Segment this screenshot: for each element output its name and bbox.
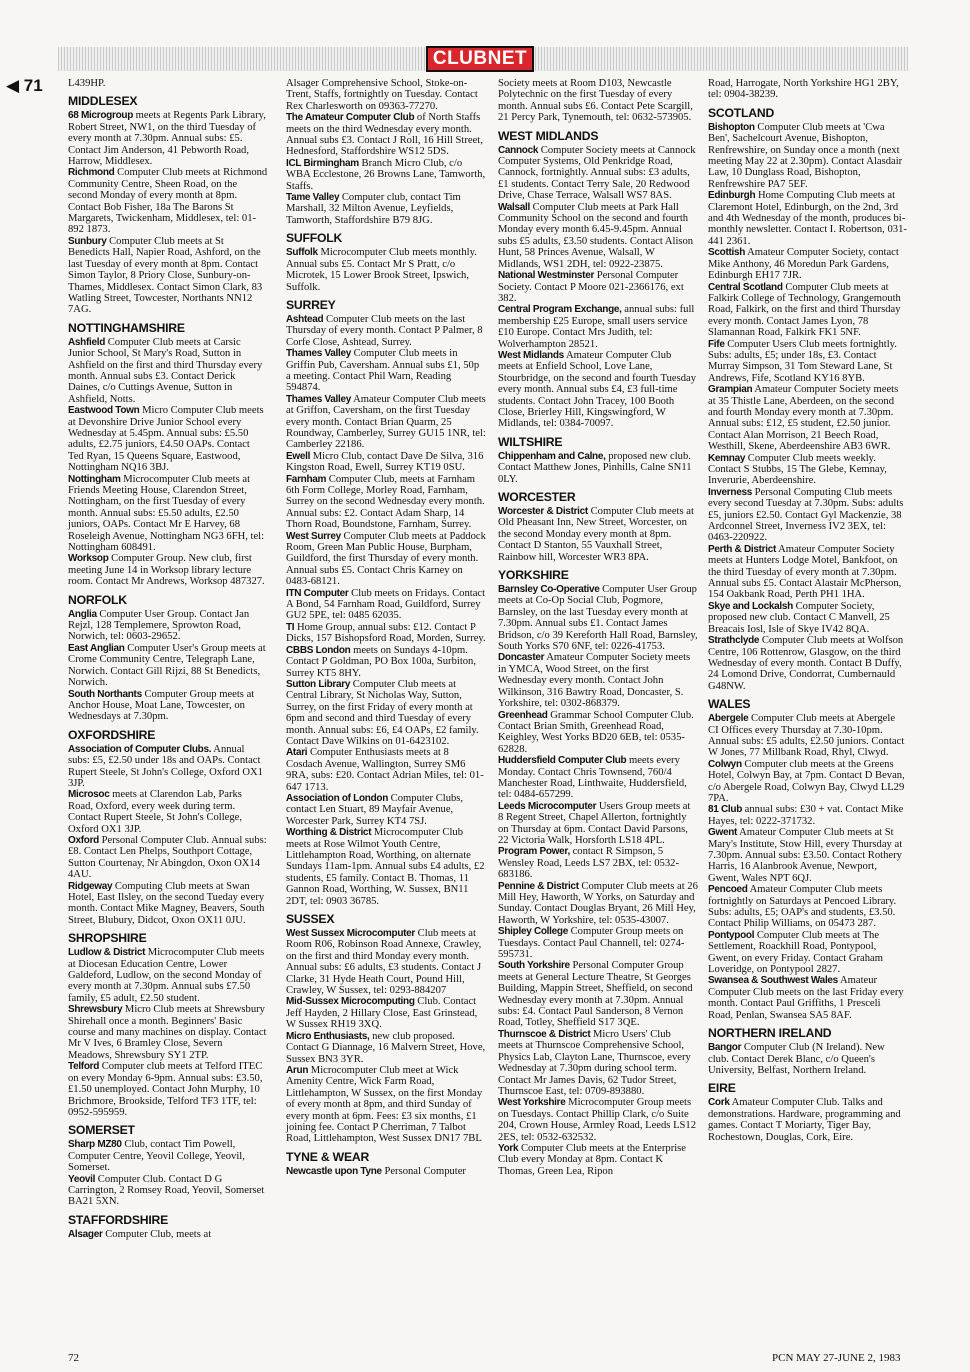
column-1 bbox=[68, 78, 268, 1240]
club-details: Amateur Computer Club meets on the last Friday every month. Contact Paul Griffiths, 1 Presceli Road, Penlan, Swansea SA5 8AF. bbox=[708, 975, 904, 1021]
club-details: Computer Club, meets at bbox=[102, 1228, 212, 1240]
continued-text: L439HP. bbox=[68, 78, 106, 89]
club-details: Branch Micro Club, c/o WBA Ecclestone, 26 Browns Lane, Tamworth, Staffs. bbox=[286, 157, 486, 192]
club-entry bbox=[708, 601, 908, 635]
club-name: Microsoc bbox=[68, 789, 110, 801]
club-name: Worksop bbox=[68, 553, 109, 565]
club-details: meets on Sundays 4-10pm. Contact P Goldman, PO Box 100a, Surbiton, Surrey KT5 8HY. bbox=[286, 644, 476, 679]
club-details: meets at Regents Park Library, Robert Street, NW1, on the third Tuesday of every month at 7.30pm. Annual subs: £5. Contact Jim Anderson, 41 Pebworth Road, Harrow, Middlesex. bbox=[68, 110, 266, 168]
club-entry bbox=[286, 474, 486, 531]
club-entry bbox=[286, 1166, 486, 1177]
club-name: Worcester & District bbox=[498, 506, 588, 517]
club-entry bbox=[498, 926, 698, 960]
club-entry bbox=[708, 635, 908, 692]
club-entry bbox=[68, 609, 268, 643]
club-details: Computer User's Group meets at Crome Community Centre, Telegraph Lane, Norwich. Contact Gill Rijzi, 88 St Benedicts, Norwich. bbox=[68, 642, 266, 689]
club-name: Arun bbox=[286, 1064, 309, 1076]
club-entry bbox=[708, 122, 908, 190]
club-name: Newcastle upon Tyne bbox=[286, 1165, 382, 1177]
region-heading: STAFFORDSHIRE bbox=[68, 1212, 169, 1227]
club-entry bbox=[68, 1061, 268, 1118]
club-entry bbox=[68, 744, 268, 790]
club-entry bbox=[286, 622, 486, 645]
club-details: Computer Club (N Ireland). New club. Contact Derek Blanc, c/o Queen's University, Belfast, Northern Ireland. bbox=[708, 1042, 885, 1076]
club-details: Computer Club meets at 26 Mill Hey, Haworth, W Yorks, on Saturday and Sunday. Contact Douglas Bryant, 26 Mill Hey, Haworth, W Yorkshire, tel: 0535-43007. bbox=[498, 880, 698, 926]
club-details: Computer Club meets at St Benedicts Hall, Napier Road, Ashford, on the last Tuesday of every month at 8pm. Contact Simon Taylor, 8 Priory Close, Sunbury-on-Thames, Middlesex. Contact Simon Clark, 83 Watling Street, Towcester, Northants NN12 7AG. bbox=[68, 235, 263, 316]
club-entry bbox=[68, 1174, 268, 1208]
region-heading: NOTTINGHAMSHIRE bbox=[68, 320, 185, 335]
club-details: Computing Club meets at Swan Hotel, East Ilsley, on the second Tueday every month. Contact Mike Magney, Beavers, South Street, Blubury, Didcot, Oxon OX11 0JU. bbox=[68, 880, 265, 926]
club-details: Amateur Computer Club meets fortnightly on Saturdays at Pencoed Library. Subs: adults, £5; OAP's and students, £3.50. Contact Philip Williams, on 05473 287. bbox=[708, 884, 897, 930]
club-name: Gwent bbox=[708, 827, 738, 839]
club-entry bbox=[708, 975, 908, 1021]
club-details: Computer Club meets at Old Pheasant Inn, New Street, Worcester, on the second Monday every month at 8pm. Contact D Stanton, 55 Vauxhall Street, Rainbow hill, Worcester WR3 8PA. bbox=[498, 506, 694, 563]
club-details: proposed new club. Contact Matthew Jones, Pinhills, Calne SN11 0LY. bbox=[498, 450, 692, 485]
club-details: Amateur Computer Society meets at Hunters Lodge Motel, Bankfoot, on the third Tuesday of every month at 7.30pm. Annual subs £5. Contact Alastair McPherson, 154 Oakbank Road, Perth PH1 1HA. bbox=[708, 543, 902, 601]
club-name: Program Power, bbox=[498, 846, 570, 858]
club-entry bbox=[286, 827, 486, 907]
club-name: Telford bbox=[68, 1061, 100, 1073]
club-name: South Northants bbox=[68, 688, 142, 700]
club-name: West Surrey bbox=[286, 530, 341, 542]
club-entry bbox=[68, 167, 268, 235]
club-entry bbox=[498, 506, 698, 563]
club-name: Abergele bbox=[708, 713, 749, 725]
club-entry bbox=[498, 960, 698, 1028]
club-entry bbox=[68, 337, 268, 405]
club-details: Club meets at Room R06, Robinson Road Annexe, Crawley, on the first and third Monday every month. Annual subs: £6 adults, £3 students. Contact J Clarke, 31 Hyde Heath Court, Pound Hill, Crawley, W Sussex, tel: 0293-884207 bbox=[286, 928, 482, 997]
club-entry bbox=[498, 451, 698, 485]
club-name: Central Scotland bbox=[708, 281, 783, 293]
club-entry bbox=[68, 110, 268, 167]
club-details: Personal Computer Group meets at General Lecture Theatre, St Georges Building, Mappin Street, Sheffield, on second Wednesday every month at 7.30pm. Annual subs: £4. Contact Paul Sanderson, 8 Vernon Road, Totley, Sheffield S17 3QE. bbox=[498, 960, 693, 1029]
clubnet-logo: CLUBNET bbox=[426, 46, 534, 72]
club-details: Computer Users Club meets fortnightly. Subs: adults, £5; under 18s, £3. Contact Murray Simpson, 31 Tom Steward Lane, St Andrews, Fife, Scotland KY16 8YB. bbox=[708, 338, 897, 384]
club-name: Shrewsbury bbox=[68, 1004, 123, 1016]
club-details: Computer Club meets at the Enterprise Club every Monday at 8pm. Contact K Thomas, Green Lea, Ripon bbox=[498, 1142, 686, 1177]
club-name: Sunbury bbox=[68, 235, 107, 247]
club-entry bbox=[498, 584, 698, 652]
club-name: Thurnscoe & District bbox=[498, 1028, 591, 1040]
club-details: Computer Club meets at The Settlement, Roackhill Road, Pontypool, Gwent, on every Friday. Contact Graham Loveridge, on Pontypool 2827. bbox=[708, 929, 883, 976]
club-details: Amateur Computer Society meets in YMCA, Wood Street, on the first Wednesday every month. Contact John Wilkinson, 316 Bawtry Road, Doncaster, S. Yorkshire, tel: 0302-868379. bbox=[498, 652, 691, 710]
club-name: Sutton Library bbox=[286, 678, 351, 690]
club-entry bbox=[68, 474, 268, 554]
club-entry bbox=[286, 996, 486, 1030]
club-name: Strathclyde bbox=[708, 635, 760, 647]
club-entry bbox=[286, 645, 486, 679]
club-name: Pencoed bbox=[708, 884, 748, 896]
region-heading: WEST MIDLANDS bbox=[498, 128, 599, 143]
club-details: Home Group, annual subs: £12. Contact P Dicks, 157 Bishopsford Road, Morden, Surrey. bbox=[286, 621, 486, 645]
continued-text: Society meets at Room D103, Newcastle Polytechnic on the first Tuesday of every month. Annual subs £6. Contact Pete Scargill, 21 Percy Park, Tynemouth, tel: 0632-573905. bbox=[498, 78, 693, 124]
region-heading: OXFORDSHIRE bbox=[68, 727, 156, 742]
club-entry bbox=[286, 158, 486, 192]
club-entry bbox=[286, 531, 486, 588]
club-entry bbox=[498, 1029, 698, 1097]
club-name: Mid-Sussex Microcomputing bbox=[286, 996, 415, 1008]
region-heading: WORCESTER bbox=[498, 490, 576, 504]
club-entry bbox=[708, 487, 908, 544]
club-details: Computer Group. New club, first meeting June 14 in Worksop library lecture room. Contact Mr Andrews, Worksop 487327. bbox=[68, 553, 265, 588]
club-entry bbox=[708, 930, 908, 976]
region-heading: SUFFOLK bbox=[286, 231, 343, 246]
club-name: Anglia bbox=[68, 608, 97, 620]
club-entry bbox=[498, 145, 698, 202]
club-details: Personal Computing Club meets every second Tuesday at 7.30pm. Subs: adults £5, juniors £2.50. Contact Gyl Mackenzie, 38 Ardconnel Street, Inverness IV2 3EX, tel: 0463-220922. bbox=[708, 486, 904, 544]
club-name: National Westminster bbox=[498, 270, 595, 282]
club-name: Oxford bbox=[68, 834, 99, 846]
club-entry bbox=[708, 1097, 908, 1143]
club-entry bbox=[708, 1042, 908, 1076]
club-details: Personal Computer Club. Annual subs: £8. Contact Len Phelps, Southport Cottage, Sutton Courtenay, Nr Abingdon, Oxon OX14 4AU. bbox=[68, 834, 267, 881]
club-details: Computer Club meets in Griffin Pub, Caversham. Annual subs £1, 50p a meeting. Contact Phil Warn, Reading 594874. bbox=[286, 348, 480, 394]
club-name: Leeds Microcomputer bbox=[498, 800, 597, 812]
club-name: Fife bbox=[708, 338, 725, 350]
club-name: Chippenham and Calne, bbox=[498, 450, 606, 462]
club-entry bbox=[286, 1065, 486, 1145]
club-details: Computer Club, meets at Farnham 6th Form College, Morley Road, Farnham, Surrey on the second Wednesday every month. Annual subs: £2. Contact Adam Sharp, 14 Thorn Road, Boundstone, Farnham, Surrey. bbox=[286, 473, 485, 531]
club-details: Micro Computer Club meets at Devonshire Drive Junior School every Wednesday at 5.45pm. Annual subs: £5.50 adults, £2.75 juniors, £4.50 OAPs. Contact Ted Ryan, 15 Queens Square, Eastwood, Nottingham NQ16 3BJ. bbox=[68, 405, 264, 474]
club-details: Computer Club meets at Park Hall Community School on the second and fourth Monday every month 6.45-9.45pm. Annual subs £5 adults, £3.50 students. Contact Alison Hunt, 58 Princes Avenue, Walsall, W Midlands, WS1 2DH, tel: 0922-23875. bbox=[498, 201, 694, 270]
region-heading: SHROPSHIRE bbox=[68, 931, 147, 946]
club-details: Club. Contact Jeff Hayden, 2 Hillary Close, East Grinstead, W Sussex RH19 3XQ. bbox=[286, 996, 478, 1031]
club-details: Computer Club meets at Wolfson Centre, 106 Rottenrow, Glasgow, on the third Wednesday of every month. Contact B Duffy, 24 Lomond Drive, Condorrat, Cumbernauld G48NW. bbox=[708, 635, 904, 692]
club-details: annual subs: £30 + vat. Contact Mike Hayes, tel: 0222-371732. bbox=[708, 804, 904, 827]
club-details: of North Staffs meets on the third Wednesday every month. Annual subs £3. Contact J Roll, 16 Hill Street, Hednesford, Staffordshire WS12 5DS. bbox=[286, 112, 483, 158]
club-details: meets every Monday. Contact Chris Townsend, 760/4 Manchester Road, Linthwaite, Huddersfield, tel: 0484-657299. bbox=[498, 755, 687, 801]
club-name: Edinburgh bbox=[708, 190, 756, 202]
club-name: CBBS London bbox=[286, 644, 351, 656]
region-heading: YORKSHIRE bbox=[498, 568, 569, 583]
club-entry bbox=[498, 1097, 698, 1143]
club-details: Micro Users' Club meets at Thurnscoe Comprehensive School, Physics Lab, Clayton Lane, Thurnscoe, every Wednesday at 7.30pm during school term. Contact Mr James Davis, 62 Tudor Street, Thurnscoe East, tel: 0709-893880. bbox=[498, 1028, 691, 1097]
club-entry bbox=[498, 801, 698, 847]
club-name: Eastwood Town bbox=[68, 405, 140, 417]
continued-from-page: ◀ 71 bbox=[6, 76, 43, 95]
club-details: Microcomputer Group meets on Tuesdays. Contact Phillip Clark, c/o Suite 204, Crown House, Armley Road, Leeds LS12 2ES, tel: 0532-632532. bbox=[498, 1097, 697, 1143]
region-heading: EIRE bbox=[708, 1081, 736, 1096]
club-details: Computer Club meets at Richmond Community Centre, Sheen Road, on the second Monday of every month at 8pm. Contact Bob Fisher, 18a The Barons St Margarets, Twickenham, Middlesex, tel: 01-892 1873. bbox=[68, 167, 268, 236]
club-name: Pennine & District bbox=[498, 880, 579, 892]
column-4 bbox=[708, 78, 908, 1143]
club-entry bbox=[68, 789, 268, 835]
club-entry bbox=[286, 247, 486, 293]
club-name: Doncaster bbox=[498, 652, 545, 664]
region-heading: NORTHERN IRELAND bbox=[708, 1026, 832, 1041]
club-entry bbox=[708, 827, 908, 884]
club-details: new club proposed. Contact G Diannage, 16 Malvern Street, Hove, Sussex BN3 3YR. bbox=[286, 1030, 486, 1065]
club-entry bbox=[708, 282, 908, 339]
club-name: Association of London bbox=[286, 792, 389, 804]
club-entry bbox=[498, 881, 698, 927]
club-details: Computer Club meets at Carsic Junior School, St Mary's Road, Sutton in Ashfield on the first and third Thursday every month. Annual subs £3. Contact Derick Daines, c/o Cuttings Avenue, Sutton in Ashfield, Notts. bbox=[68, 336, 263, 405]
club-name: TI bbox=[286, 621, 295, 633]
club-details: Micro Club meets at Shrewsbury Shirehall once a month. Beginners' Basic course and many machines on display. Contact Mr V Ives, 6 Bramley Close, Severn Meadows, Shrewsbury SY1 2TP. bbox=[68, 1004, 267, 1061]
club-name: ICL Birmingham bbox=[286, 157, 359, 169]
club-name: Colwyn bbox=[708, 758, 742, 770]
club-entry bbox=[286, 394, 486, 451]
region-heading: MIDDLESEX bbox=[68, 94, 138, 109]
club-name: South Yorkshire bbox=[498, 960, 570, 972]
club-details: Amateur Computer Society, contact Mike Anthony, 46 Moredun Park Gardens, Edinburgh EH17 7JR. bbox=[708, 247, 899, 282]
club-entry bbox=[708, 759, 908, 805]
club-details: Computer Club meets at Falkirk College of Technology, Grangemouth Road, Falkirk, on the first and third Thursday every month. Contact James Lyon, 78 Slamannan Road, Falkirk FK1 5NF. bbox=[708, 281, 901, 339]
continued-text: Road, Harrogate, North Yorkshire HG1 2BY, tel: 0904-38239. bbox=[708, 78, 899, 101]
club-entry bbox=[286, 451, 486, 474]
club-name: East Anglian bbox=[68, 642, 125, 654]
club-name: Farnham bbox=[286, 473, 327, 485]
club-entry bbox=[498, 710, 698, 756]
club-details: Computer Club meets weekly. Contact S Stubbs, 15 The Glebe, Kemnay, Inverurie, Aberdeenshire. bbox=[708, 452, 887, 487]
club-name: Richmond bbox=[68, 167, 115, 179]
issue-date: PCN MAY 27-JUNE 2, 1983 bbox=[772, 1352, 901, 1364]
club-entry bbox=[68, 1229, 268, 1240]
club-entry bbox=[286, 112, 486, 158]
region-heading: SCOTLAND bbox=[708, 105, 775, 120]
club-entry bbox=[498, 846, 698, 880]
club-name: Huddersfield Computer Club bbox=[498, 755, 627, 767]
club-details: Microcomputer Club meets at Friends Meeting House, Clarendon Street, Nottingham, on the first Tuesday of every month. Annual subs: £5.50 adults, £2.50 juniors, OAPs. Contact Mr E Harvey, 68 Roseleigh Avenue, Nottingham NG3 6FH, tel: Nottingham 608491. bbox=[68, 473, 265, 554]
club-details: Computer Enthusiasts meets at 8 Cosdach Avenue, Wallington, Surrey SM6 9RA, subs: £20. Contact Adrian Miles, tel: 01-647 1713. bbox=[286, 747, 484, 793]
club-name: The Amateur Computer Club bbox=[286, 112, 415, 124]
club-entry bbox=[286, 1031, 486, 1065]
club-entry bbox=[68, 689, 268, 723]
club-name: Pontypool bbox=[708, 929, 755, 941]
club-entry bbox=[68, 553, 268, 587]
club-details: Micro Club, contact Dave De Silva, 316 Kingston Road, Ewell, Surrey KT19 0SU. bbox=[286, 450, 484, 474]
club-details: contact R Simpson, 5 Wensley Road, Leeds LS7 2BX, tel: 0532-683186. bbox=[498, 846, 679, 881]
club-entry bbox=[498, 270, 698, 304]
club-details: Computer Clubs, contact Len Stuart, 89 Mayfair Avenue, Worcester Park, Surrey KT4 7SJ. bbox=[286, 792, 464, 827]
page-number: 72 bbox=[68, 1352, 79, 1364]
club-details: Microcomputer Club meets at Rose Wilmot Youth Centre, Littlehampton Road, Worthing, on alternate Sundays 11am-1pm. Annual subs £4 adults, £2 students, £5 family. Contact B. Thomas, 11 Gannon Road, Worthing, W. Sussex, BN11 2DT, tel: 0903 36785. bbox=[286, 827, 485, 907]
region-heading: SOMERSET bbox=[68, 1123, 135, 1138]
club-details: Computer club meets at the Greens Hotel, Colwyn Bay, at 7pm. Contact D Bevan, c/o Abergele Road, Colwyn Bay, Clwyd LL29 7PA. bbox=[708, 758, 905, 804]
club-entry bbox=[286, 314, 486, 348]
club-details: Computer Group meets at Anchor House, Moat Lane, Towcester, on Wednesdays at 7.30pm. bbox=[68, 688, 255, 723]
club-name: Skye and Lockalsh bbox=[708, 600, 793, 612]
club-details: Amateur Computer Club meets at Enfield School, Love Lane, Stourbridge, on the second and fourth Tuesday every month. Annual subs £4, £3 full-time students. Contact John Tracey, 100 Booth Close, Brierley Hill, Kingswingford, W Midlands, tel: 0384-70097. bbox=[498, 349, 697, 430]
club-entry bbox=[68, 405, 268, 473]
club-entry bbox=[68, 236, 268, 316]
club-name: Cork bbox=[708, 1097, 730, 1109]
club-name: Nottingham bbox=[68, 473, 121, 485]
club-details: Club meets on Fridays. Contact A Bond, 54 Farnham Road, Guildford, Surrey GU2 5PE, tel: 0485 62035. bbox=[286, 587, 486, 622]
club-details: Microcomputer Club meet at Wick Amenity Centre, Wick Farm Road, Littlehampton, W Sussex, on the first Monday of every month at 8pm, and third Sunday of every month at 6pm. Fees: £3 six months, £1 joining fee. Contact P Cherriman, 7 Talbot Road, Littlehampton, West Sussex DN17 7BL bbox=[286, 1064, 483, 1145]
club-name: West Yorkshire bbox=[498, 1097, 566, 1109]
club-details: Personal Computer bbox=[381, 1165, 466, 1177]
region-heading: NORFOLK bbox=[68, 592, 127, 607]
club-details: Amateur Computer Club. Talks and demonstrations. Hardware, programming and games. Contact T Moriarty, Tiger Bay, Rochestown, Douglas, Cork, Eire. bbox=[708, 1097, 901, 1143]
club-details: Microcomputer Club meets at Diocesan Education Centre, Lower Galdeford, Ludlow, on the second Monday of every month at 7.30pm. Annual subs £7.50 family, £5 adult, £2.50 student. bbox=[68, 947, 265, 1004]
club-details: Computer Club meets at Central Library, St Nicholas Way, Sutton, Surrey, on the first Friday of every month at 6pm and second and third Tuesday of every month. Annual subs: £6, £4 OAPs, £2 family. Contact Dave Wilkins on 01-6423102. bbox=[286, 678, 479, 747]
club-name: Greenhead bbox=[498, 709, 548, 721]
club-details: Computer club, contact Tim Marshall, 32 Milton Avenue, Leyfields, Tamworth, Staffordshire B79 8JG. bbox=[286, 192, 461, 226]
club-details: Computer Club. Contact D G Carrington, 2 Romsey Road, Yeovil, Somerset BA21 5XN. bbox=[68, 1173, 265, 1208]
club-entry bbox=[498, 652, 698, 709]
club-name: West Midlands bbox=[498, 349, 564, 361]
club-details: Amateur Computer Society meets at 35 Thistle Lane, Aberdeen, on the second and fourth Monday every month at 7.30pm. Annual subs: £12, £5 student, £2.50 junior. Contact Alan Morrison, 21 Beech Road, Westhill, Skene, Aberdeenshire AB3 6WR. bbox=[708, 384, 899, 453]
club-entry bbox=[286, 192, 486, 226]
column-2 bbox=[286, 78, 486, 1177]
club-details: Computer User Group. Contact Jan Rejzl, 128 Templemere, Sprowton Road, Norwich, tel: 0603-29652. bbox=[68, 608, 250, 643]
club-entry bbox=[708, 713, 908, 759]
club-details: Computer Club meets at Abergele CI Offices every Thursday at 7.30-10pm. Annual subs: £5 adults, £2.50 juniors. Contact W Jones, 77 Millbank Road, Rhyl, Clwyd. bbox=[708, 713, 905, 759]
club-name: Association of Computer Clubs. bbox=[68, 743, 212, 755]
club-entry bbox=[498, 755, 698, 801]
club-entry bbox=[708, 247, 908, 281]
club-name: Grampian bbox=[708, 384, 753, 396]
club-entry bbox=[286, 928, 486, 996]
club-details: Amateur Computer Club meets at St Mary's Institute, Stow Hill, every Thursday at 7.30pm. Annual subs: £3.50. Contact Rothery Harris, 16 Alanbrook Avenue, Newport, Gwent, Wales NPT 6QJ. bbox=[708, 827, 903, 884]
club-name: Ashtead bbox=[286, 313, 324, 325]
club-name: ITN Computer bbox=[286, 587, 349, 599]
region-heading: TYNE & WEAR bbox=[286, 1149, 370, 1164]
club-entry bbox=[68, 835, 268, 881]
club-entry bbox=[286, 588, 486, 622]
club-entry bbox=[708, 339, 908, 385]
club-entry bbox=[286, 747, 486, 793]
club-details: Computer Club meets at 'Cwa Ben', Sachelcourt Avenue, Bishopton, Renfrewshire, on Sunday once a month (next meeting May 22 at 2.30pm). Contact Alasdair Law, 10 Dunglass Road, Bishopton, Renfrewshire PA7 5EF. bbox=[708, 121, 903, 190]
club-details: Grammar School Computer Club. Contact Brian Smith, Greenhead Road, Keighley, West Yorks BD20 6EB, tel: 0535-62828. bbox=[498, 709, 694, 755]
club-name: 81 Club bbox=[708, 804, 743, 816]
club-name: Alsager bbox=[68, 1228, 103, 1240]
column-3 bbox=[498, 78, 698, 1177]
club-name: Barnsley Co-Operative bbox=[498, 584, 600, 596]
club-name: Scottish bbox=[708, 247, 746, 259]
club-details: Computer User Group meets at Co-Op Social Club, Pogmore, Barnsley, on the last Tuesday every month at 7.30pm. Annual subs £1. Contact James Bridson, c/o 39 Kereforth Hall Road, Barnsley, South Yorks S70 6NF, tel: 0226-41753. bbox=[498, 584, 698, 653]
club-entry bbox=[68, 947, 268, 1004]
club-name: Atari bbox=[286, 747, 308, 759]
club-details: Computer Society, proposed new club. Contact C Manvell, 25 Breacais Iosl, Isle of Skye IV42 8QA. bbox=[708, 600, 890, 635]
club-name: Kemnay bbox=[708, 452, 746, 464]
club-name: Walsall bbox=[498, 201, 530, 213]
club-entry bbox=[708, 804, 908, 827]
club-name: Ewell bbox=[286, 450, 311, 462]
club-name: Ludlow & District bbox=[68, 947, 146, 959]
club-name: Micro Enthusiasts, bbox=[286, 1030, 370, 1042]
club-entry bbox=[498, 1143, 698, 1177]
club-name: Thames Valley bbox=[286, 348, 352, 360]
club-name: Worthing & District bbox=[286, 827, 372, 839]
club-details: Club, contact Tim Powell, Computer Centre, Yeovil College, Yeovil, Somerset. bbox=[68, 1139, 245, 1174]
club-details: Microcomputer Club meets monthly. Annual subs £5. Contact Mr S Pratt, c/o Microtek, 15 Lower Brook Street, Ipswich, Suffolk. bbox=[286, 247, 477, 293]
club-name: Yeovil bbox=[68, 1173, 96, 1185]
club-details: annual subs: full membership £25 Europe, small users service £10 Europe. Contact Mrs Judith, tel: Wolverhampton 28521. bbox=[498, 304, 695, 350]
club-name: Central Program Exchange, bbox=[498, 304, 622, 316]
region-heading: WALES bbox=[708, 697, 751, 712]
club-entry bbox=[498, 304, 698, 350]
club-name: 68 Microgroup bbox=[68, 110, 133, 122]
club-entry bbox=[708, 453, 908, 487]
club-name: Tame Valley bbox=[286, 192, 340, 204]
club-entry bbox=[708, 884, 908, 930]
club-entry bbox=[498, 202, 698, 270]
club-entry bbox=[68, 1004, 268, 1061]
club-name: Suffolk bbox=[286, 247, 318, 259]
club-entry bbox=[286, 793, 486, 827]
club-entry bbox=[68, 643, 268, 689]
club-entry bbox=[286, 348, 486, 394]
club-name: West Sussex Microcomputer bbox=[286, 928, 416, 940]
region-heading: WILTSHIRE bbox=[498, 434, 563, 449]
club-name: Ashfield bbox=[68, 336, 106, 348]
club-details: Computer club meets at Telford ITEC on every Monday 6-9pm. Annual subs: £3.50, £1.50 unemployed. Contact John Murphy, 10 Brichmore, Brookside, Telford TF3 1TF, tel: 0952-595959. bbox=[68, 1061, 263, 1118]
club-name: Thames Valley bbox=[286, 393, 352, 405]
club-entry bbox=[286, 679, 486, 747]
region-heading: SUSSEX bbox=[286, 912, 335, 927]
club-name: Shipley College bbox=[498, 926, 568, 938]
club-name: Swansea & Southwest Wales bbox=[708, 975, 838, 987]
club-entry bbox=[708, 384, 908, 452]
club-name: Sharp MZ80 bbox=[68, 1139, 122, 1151]
club-details: Users Group meets at 8 Regent Street, Chapel Allerton, fortnightly on Thursday at 6pm. Contact David Parsons, 22 Victoria Walk, Horsforth LS18 4PL. bbox=[498, 800, 691, 846]
continued-text: Alsager Comprehensive School, Stoke-on-Trent, Staffs, fortnightly on Tuesday. Contact Rex Charlesworth on 09363-77270. bbox=[286, 78, 478, 112]
club-name: Inverness bbox=[708, 486, 752, 498]
club-name: York bbox=[498, 1142, 519, 1154]
club-details: Computer Group meets on Tuesdays. Contact Paul Channell, tel: 0274-595731. bbox=[498, 926, 685, 961]
club-details: Annual subs: £5, £2.50 under 18s and OAPs. Contact Rupert Steele, St John's College, Oxford OX1 3JP. bbox=[68, 743, 263, 789]
club-details: Amateur Computer Club meets at Griffon, Caversham, on the first Tuesday every month. Contact Brian Quarm, 25 Roundway, Camberley, Surrey GU15 1NR, tel: Camberley 22186. bbox=[286, 393, 486, 451]
club-details: Computer Club meets at Paddock Room, Green Man Public House, Burpham, Guildford, the first Thursday of every month. Annual subs £5. Contact Chris Karney on 0483-68121. bbox=[286, 530, 486, 588]
club-details: Computer Club meets on the last Thursday of every month. Contact P Palmer, 8 Corfe Close, Ashtead, Surrey. bbox=[286, 313, 483, 348]
club-entry bbox=[498, 350, 698, 430]
club-name: Bishopton bbox=[708, 121, 755, 133]
club-entry bbox=[708, 544, 908, 601]
club-entry bbox=[68, 881, 268, 927]
club-name: Perth & District bbox=[708, 543, 776, 555]
club-name: Ridgeway bbox=[68, 880, 113, 892]
club-entry bbox=[68, 1139, 268, 1173]
club-name: Bangor bbox=[708, 1042, 742, 1054]
club-details: Computer Society meets at Cannock Computer Systems, Old Penkridge Road, Cannock, fortnightly. Annual subs: £3 adults, £1 students. Contact Terry Sale, 20 Redwood Drive, Chase Terrace, Walsall WS7 8AS. bbox=[498, 144, 696, 202]
region-heading: SURREY bbox=[286, 297, 336, 312]
club-name: Cannock bbox=[498, 144, 539, 156]
club-details: Home Computing Club meets at Claremont Hotel, Edinburgh, on the 2nd, 3rd and 4th Wednesday of the month, produces bi-monthly newsletter. Contact I. Robertson, 031-441 2361. bbox=[708, 190, 907, 247]
club-details: meets at Clarendon Lab, Parks Road, Oxford, every week during term. Contact Rupert Steele, St John's College, Oxford OX1 3JP. bbox=[68, 789, 243, 835]
club-details: Personal Computer Society. Contact P Moore 021-2366176, ext 382. bbox=[498, 270, 684, 304]
club-entry bbox=[708, 190, 908, 247]
